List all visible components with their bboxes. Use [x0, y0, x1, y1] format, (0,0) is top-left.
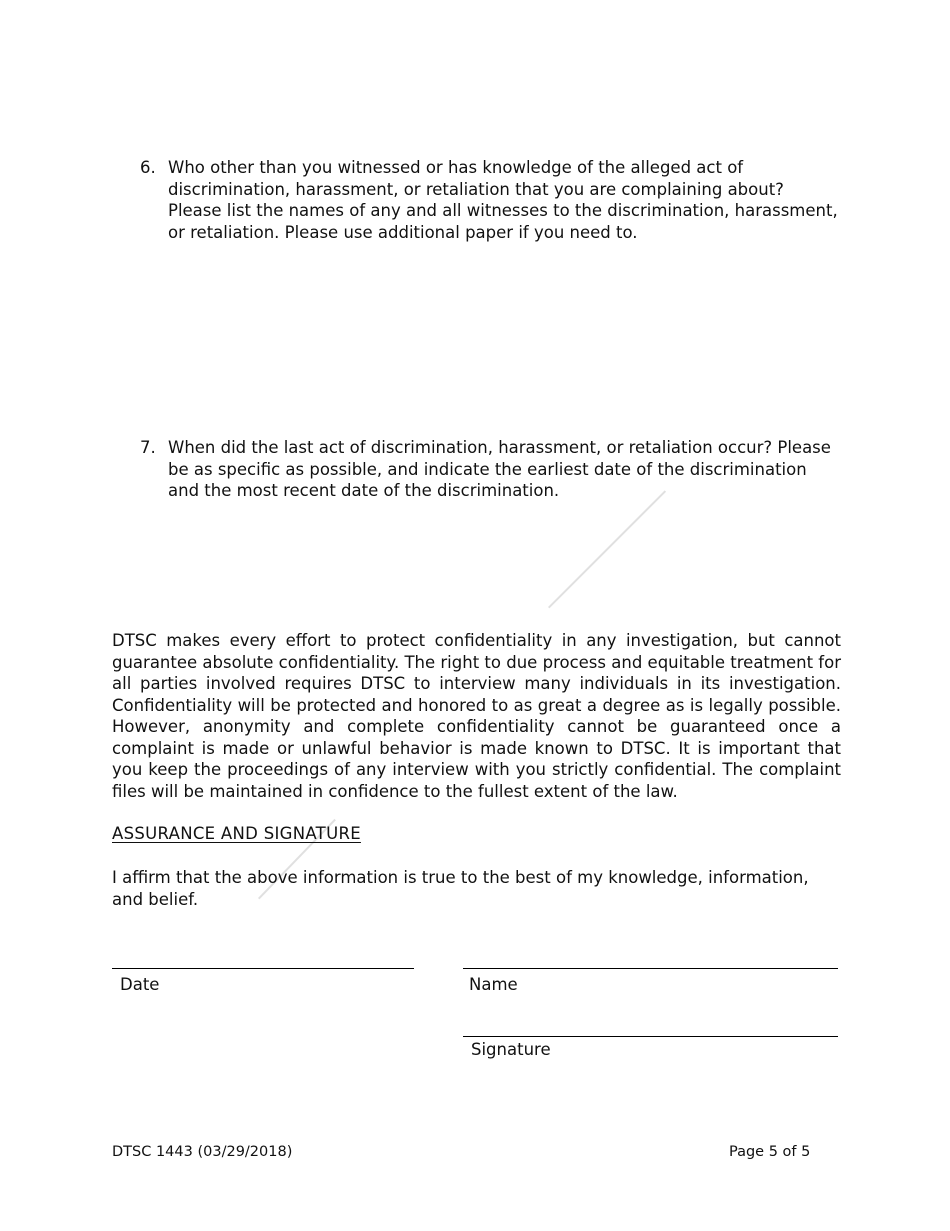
affirmation-text: I affirm that the above information is true to the best of my knowledge, information, and belief.	[112, 868, 809, 909]
assurance-heading: ASSURANCE AND SIGNATURE	[112, 824, 361, 843]
form-id: DTSC 1443 (03/29/2018)	[112, 1144, 293, 1160]
scan-artifact-line	[548, 490, 666, 608]
signature-line[interactable]	[463, 1036, 838, 1037]
question-6	[140, 157, 840, 243]
question-text: Who other than you witnessed or has knowledge of the alleged act of discrimination, harassment, or retaliation that you are complaining about? Please list the names of any and all witnesses to the discrimination, harassment, or retaliation. Please use additional paper if you need to.	[168, 158, 838, 242]
name-signature-line[interactable]	[463, 968, 838, 969]
name-label: Name	[469, 975, 518, 994]
question-number: 6.	[140, 158, 156, 177]
question-number: 7.	[140, 438, 156, 457]
date-signature-line[interactable]	[112, 968, 414, 969]
confidentiality-paragraph: DTSC makes every effort to protect confidentiality in any investigation, but cannot guarantee absolute confidentiality. The right to due process and equitable treatment for all parties involved requires DTSC to interview many individuals in its investigation. Confidentiality will be protected and honored to as great a degree as is legally possible. However, anonymity and complete confidentiality cannot be guaranteed once a complaint is made or unlawful behavior is made known to DTSC. It is important that you keep the proceedings of any interview with you strictly confidential. The complaint files will be maintained in confidence to the fullest extent of the law.	[112, 631, 841, 801]
signature-label: Signature	[471, 1040, 551, 1059]
date-label: Date	[120, 975, 160, 994]
question-7	[140, 437, 840, 502]
question-text: When did the last act of discrimination, harassment, or retaliation occur? Please be as specific as possible, and indicate the earliest date of the discrimination and the most recent date of the discrimination.	[168, 438, 831, 500]
page-number: Page 5 of 5	[729, 1144, 811, 1160]
